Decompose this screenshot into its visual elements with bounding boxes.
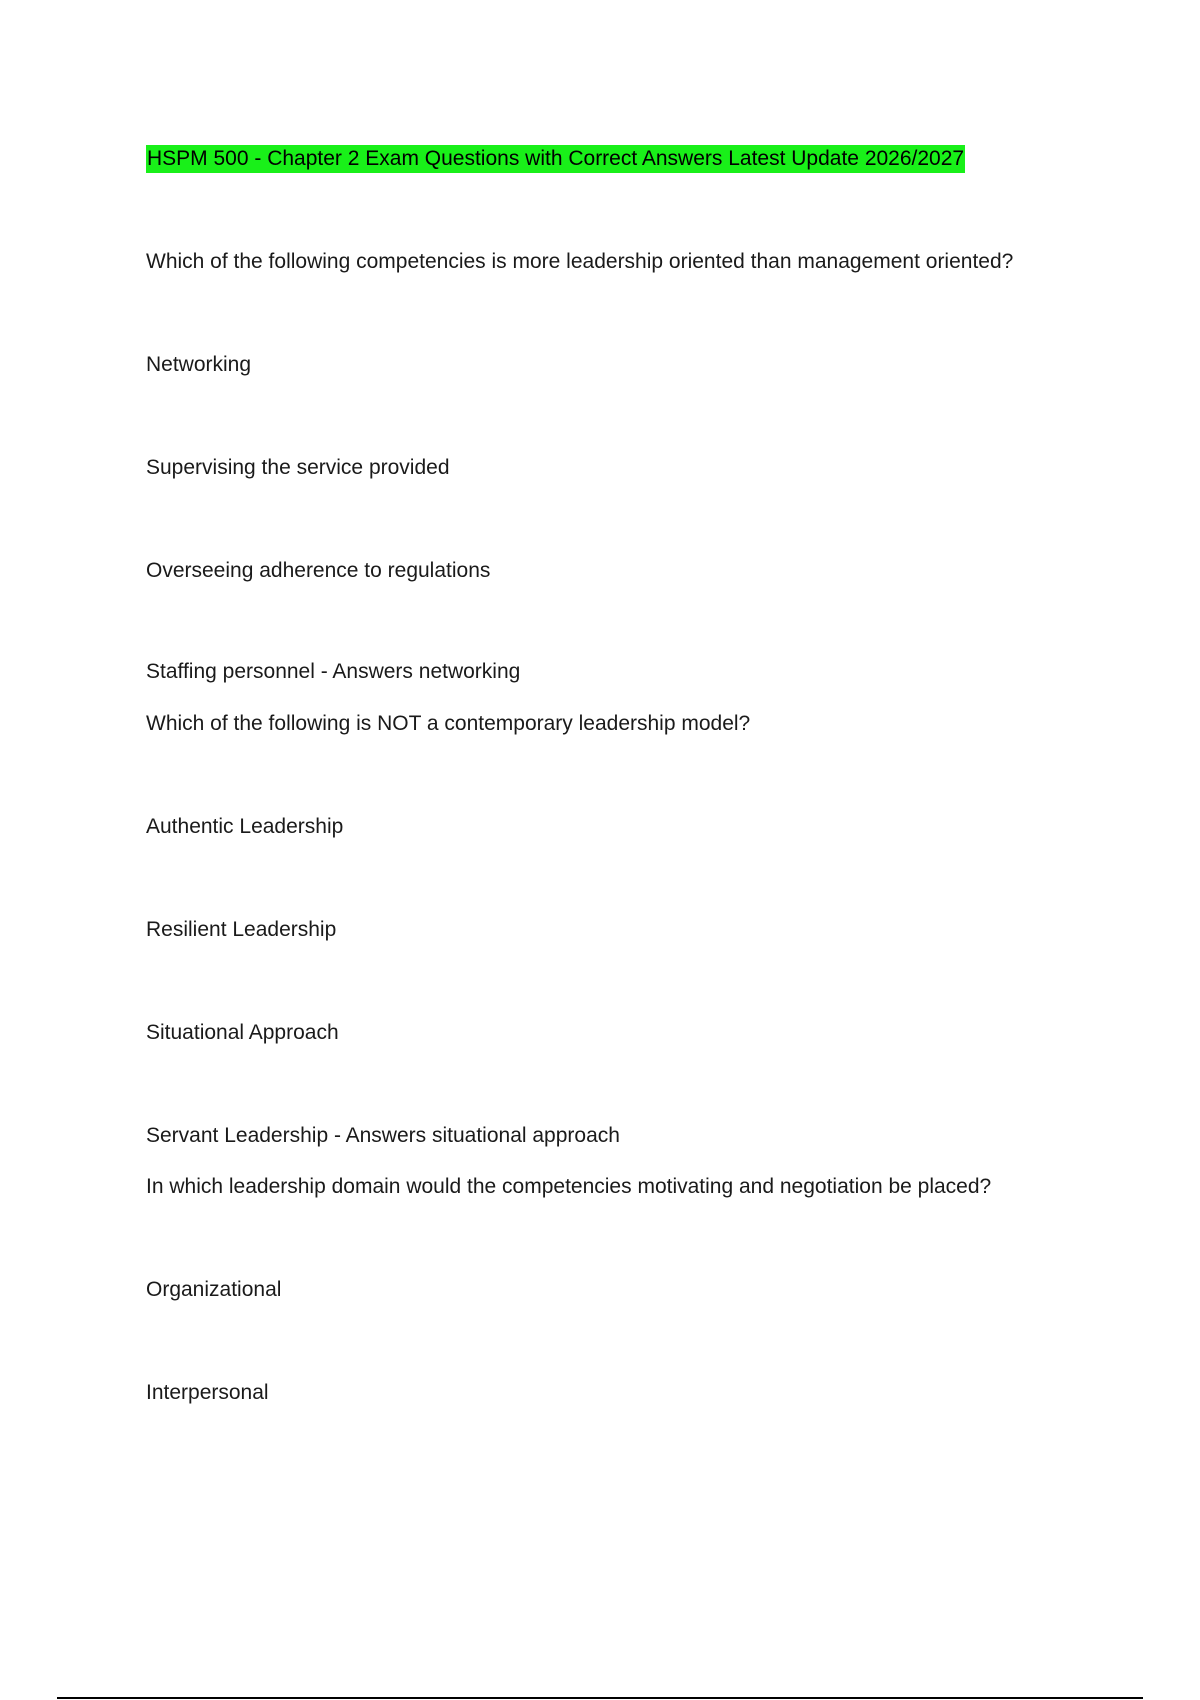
option-networking: Networking xyxy=(146,353,252,376)
option-situational: Situational Approach xyxy=(146,1021,339,1044)
question-2: Which of the following is NOT a contemporary leadership model? xyxy=(146,712,751,735)
option-staffing-answer: Staffing personnel - Answers networking xyxy=(146,660,521,683)
question-1: Which of the following competencies is more leadership oriented than management oriented? xyxy=(146,250,1014,273)
option-servant-answer: Servant Leadership - Answers situational approach xyxy=(146,1124,620,1147)
option-organizational: Organizational xyxy=(146,1278,282,1301)
option-interpersonal: Interpersonal xyxy=(146,1381,269,1404)
option-resilient: Resilient Leadership xyxy=(146,918,337,941)
footer-rule xyxy=(57,1697,1143,1699)
question-3: In which leadership domain would the competencies motivating and negotiation be placed? xyxy=(146,1175,992,1198)
document-title: HSPM 500 - Chapter 2 Exam Questions with Correct Answers Latest Update 2026/2027 xyxy=(146,145,965,173)
option-supervising: Supervising the service provided xyxy=(146,456,450,479)
option-overseeing: Overseeing adherence to regulations xyxy=(146,559,491,582)
option-authentic: Authentic Leadership xyxy=(146,815,344,838)
